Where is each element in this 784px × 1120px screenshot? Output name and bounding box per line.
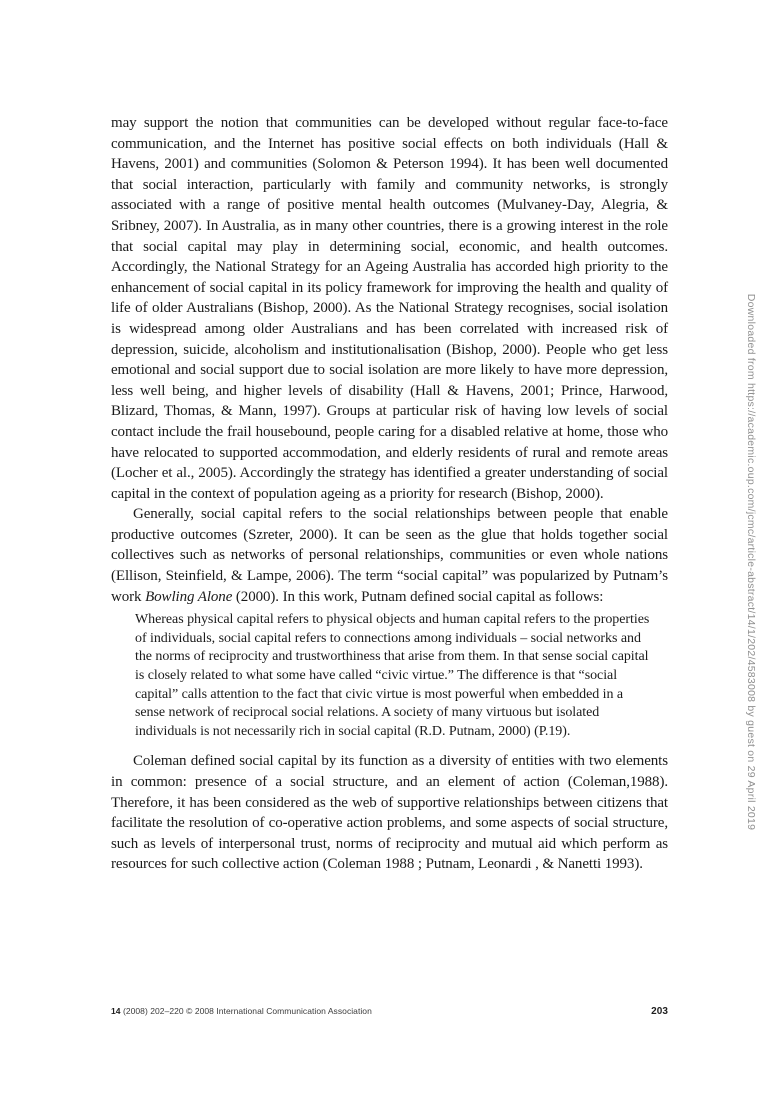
article-body	[111, 113, 668, 875]
citation-text: (2008) 202–220 © 2008 International Communication Association	[120, 1006, 372, 1016]
paragraph-1: may support the notion that communities can be developed without regular face-to-face communication, and the Internet has positive social effects on both individuals (Hall & Havens, 2001) and communities (Solomon & Peterson 1994). It has been well documented that social interaction, particularly with family and community networks, is strongly associated with a range of positive mental health outcomes (Mulvaney-Day, Alegria, & Sribney, 2007). In Australia, as in many other countries, there is a growing interest in the role that social capital may play in determining social, economic, and health outcomes. Accordingly, the National Strategy for an Ageing Australia has accorded high priority to the enhancement of social capital in its policy framework for improving the health and quality of life of older Australians (Bishop, 2000). As the National Strategy recognises, social isolation is widespread among older Australians and has been correlated with increased risk of depression, suicide, alcoholism and institutionalisation (Bishop, 2000). People who get less emotional and social support due to social isolation are more likely to have more depression, less well being, and higher levels of disability (Hall & Havens, 2001; Prince, Harwood, Blizard, Thomas, & Mann, 1997). Groups at particular risk of having low levels of social contact include the frail housebound, people caring for a disabled relative at home, those who have relocated to supported accommodation, and elderly residents of rural and remote areas (Locher et al., 2005). Accordingly the strategy has identified a greater understanding of social capital in the context of population ageing as a priority for research (Bishop, 2000).	[111, 115, 668, 502]
page-number: 203	[651, 1006, 668, 1017]
paragraph-2	[111, 504, 668, 607]
book-title-italic: Bowling Alone	[145, 588, 233, 605]
journal-citation	[111, 1006, 372, 1016]
block-quote-putnam: Whereas physical capital refers to physical objects and human capital refers to the properties of individuals, social capital refers to connections among individuals – social networks and the norms of reciprocity and trustworthiness that arise from them. In that sense social capital is closely related to what some have called “civic virtue.” The difference is that “social capital” calls attention to the fact that civic virtue is most powerful when embedded in a sense network of reciprocal social relations. A society of many virtuous but isolated individuals is not necessarily rich in social capital (R.D. Putnam, 2000) (P.19).	[135, 612, 650, 739]
page-footer	[111, 1006, 668, 1017]
paragraph-2-text-after: (2000). In this work, Putnam defined social capital as follows:	[232, 588, 604, 605]
download-watermark: Downloaded from https://academic.oup.com/jcmc/article-abstract/14/1/202/4583008 by guest on 29 April 2019	[745, 293, 757, 831]
volume-number: 14	[111, 1006, 121, 1016]
paragraph-2-text-before: Generally, social capital refers to the social relationships between people that enable productive outcomes (Szreter, 2000). It can be seen as the glue that holds together social collectives such as networks of personal relationships, communities or even whole nations (Ellison, Steinfield, & Lampe, 2006). The term “social capital” was popularized by Putnam’s work	[111, 506, 668, 605]
paragraph-3: Coleman defined social capital by its function as a diversity of entities with two elements in common: presence of a social structure, and an element of action (Coleman,1988). Therefore, it has been considered as the web of supportive relationships between citizens that facilitate the resolution of co-operative action problems, and some aspects of social structure, such as levels of interpersonal trust, norms of reciprocity and mutual aid which perform as resources for such collective action (Coleman 1988 ; Putnam, Leonardi , & Nanetti 1993).	[111, 753, 668, 873]
